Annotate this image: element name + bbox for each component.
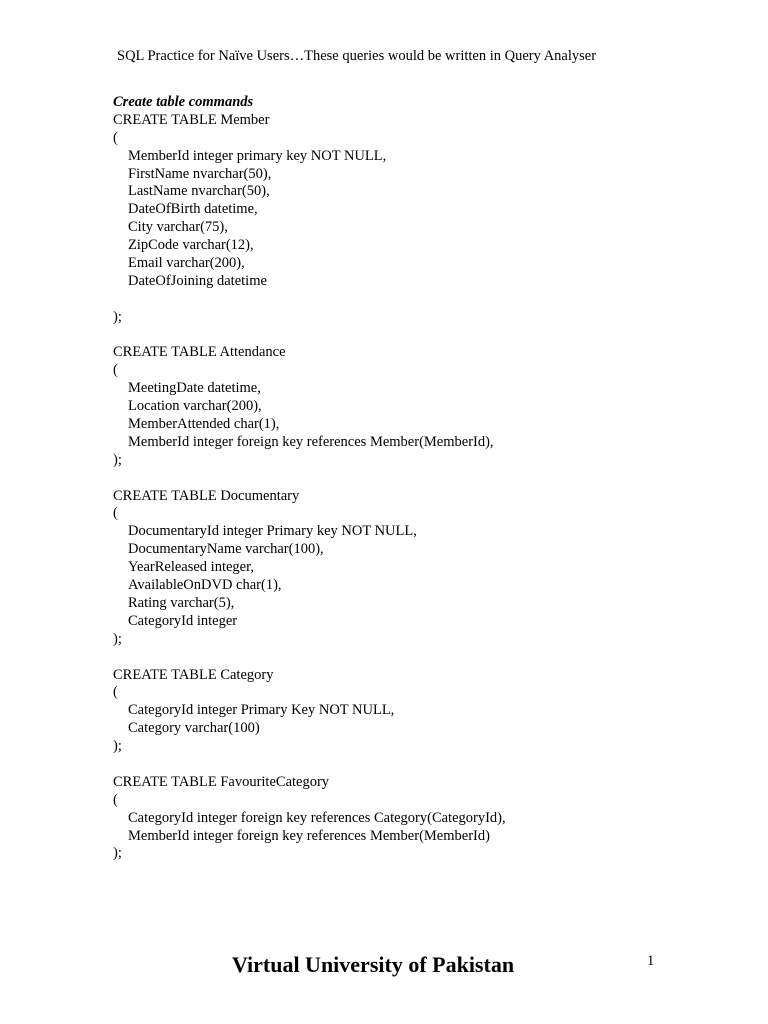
column-definition: YearReleased integer, xyxy=(128,559,254,576)
column-definition: CategoryId integer foreign key references Category(CategoryId), xyxy=(128,809,506,826)
close-paren: ); xyxy=(113,738,122,755)
document-body xyxy=(113,94,506,863)
page-header: SQL Practice for Naïve Users…These queries would be written in Query Analyser xyxy=(117,48,597,64)
create-statement: CREATE TABLE Attendance xyxy=(113,344,286,361)
close-paren: ); xyxy=(113,630,122,647)
column-definition: DateOfBirth datetime, xyxy=(128,201,258,218)
column-definition: MemberId integer foreign key references Member(MemberId), xyxy=(128,433,494,450)
column-definition: Category varchar(100) xyxy=(128,720,260,737)
column-definition: MemberAttended char(1), xyxy=(128,416,280,433)
open-paren: ( xyxy=(113,129,118,146)
table-block-documentary xyxy=(113,488,506,649)
table-block-category xyxy=(113,667,506,756)
close-paren: ); xyxy=(113,845,122,862)
blank-line xyxy=(113,470,506,488)
column-definition: Location varchar(200), xyxy=(128,398,262,415)
create-statement: CREATE TABLE Member xyxy=(113,111,270,128)
blank-line xyxy=(113,291,506,309)
open-paren: ( xyxy=(113,362,118,379)
blank-line xyxy=(113,756,506,774)
table-block-favourite-category xyxy=(113,774,506,863)
column-definition: Rating varchar(5), xyxy=(128,594,235,611)
table-block-member xyxy=(113,112,506,327)
column-definition: City varchar(75), xyxy=(128,219,228,236)
column-definition: DocumentaryId integer Primary key NOT NULL, xyxy=(128,523,417,540)
open-paren: ( xyxy=(113,684,118,701)
column-definition: MemberId integer primary key NOT NULL, xyxy=(128,147,387,164)
create-statement: CREATE TABLE FavouriteCategory xyxy=(113,773,330,790)
table-block-attendance xyxy=(113,344,506,469)
column-definition: CategoryId integer Primary Key NOT NULL, xyxy=(128,702,395,719)
column-definition: FirstName nvarchar(50), xyxy=(128,165,272,182)
section-heading: Create table commands xyxy=(113,94,254,110)
close-paren: ); xyxy=(113,308,122,325)
column-definition: CategoryId integer xyxy=(128,612,238,629)
create-statement: CREATE TABLE Category xyxy=(113,666,274,683)
blank-line xyxy=(113,649,506,667)
column-definition: DateOfJoining datetime xyxy=(128,272,267,289)
column-definition: AvailableOnDVD char(1), xyxy=(128,577,282,594)
open-paren: ( xyxy=(113,505,118,522)
create-statement: CREATE TABLE Documentary xyxy=(113,487,300,504)
blank-line xyxy=(113,327,506,345)
column-definition: MemberId integer foreign key references Member(MemberId) xyxy=(128,827,490,844)
column-definition: DocumentaryName varchar(100), xyxy=(128,541,324,558)
footer-title: Virtual University of Pakistan xyxy=(231,952,515,977)
close-paren: ); xyxy=(113,451,122,468)
column-definition: LastName nvarchar(50), xyxy=(128,183,270,200)
column-definition: MeetingDate datetime, xyxy=(128,380,261,397)
column-definition: Email varchar(200), xyxy=(128,255,245,272)
page-number: 1 xyxy=(647,953,655,969)
column-definition: ZipCode varchar(12), xyxy=(128,237,254,254)
open-paren: ( xyxy=(113,791,118,808)
